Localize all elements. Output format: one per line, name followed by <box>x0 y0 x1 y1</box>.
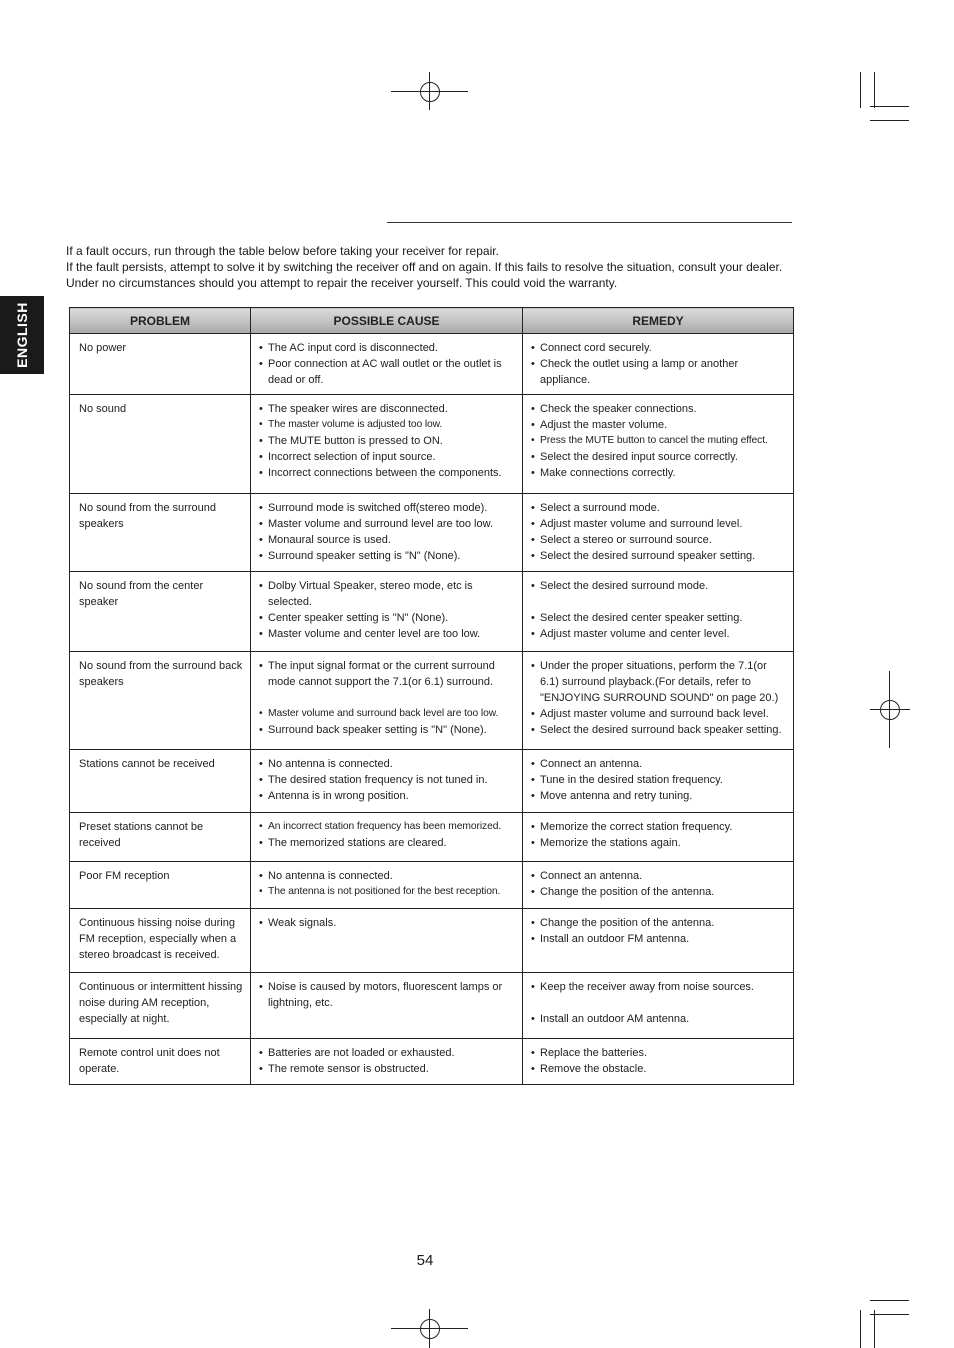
remedies-item: • Memorize the stations again. <box>531 835 787 851</box>
causes-list <box>259 756 516 804</box>
causes-item: • Batteries are not loaded or exhausted. <box>259 1045 516 1061</box>
remedies-item: • Select the desired input source correctly. <box>531 449 787 465</box>
causes-list <box>259 979 516 1011</box>
remedies-item: • Change the position of the antenna. <box>531 915 787 931</box>
remedy-cell <box>523 909 794 973</box>
causes-item: • Incorrect connections between the components. <box>259 465 516 481</box>
page-number: 54 <box>416 1252 434 1269</box>
causes-item: • Weak signals. <box>259 915 516 931</box>
problem-cell: No power <box>70 334 251 395</box>
table-row <box>70 862 794 909</box>
remedies-list <box>531 868 787 900</box>
language-tab <box>0 296 44 374</box>
problem-cell: No sound <box>70 395 251 494</box>
remedies-item: • Replace the batteries. <box>531 1045 787 1061</box>
causes-item: • Master volume and surround level are too low. <box>259 516 516 532</box>
cause-cell <box>251 750 523 813</box>
causes-item: • Dolby Virtual Speaker, stereo mode, etc is selected. <box>259 578 516 610</box>
causes-item: • Incorrect selection of input source. <box>259 449 516 465</box>
header-possible-cause: POSSIBLE CAUSE <box>251 308 523 334</box>
cause-cell <box>251 1039 523 1085</box>
remedies-item: • Connect an antenna. <box>531 868 787 884</box>
intro-text <box>66 243 796 291</box>
causes-item: • The remote sensor is obstructed. <box>259 1061 516 1077</box>
problem-cell: Continuous hissing noise during FM reception, especially when a stereo broadcast is received. <box>70 909 251 973</box>
table-row <box>70 909 794 973</box>
problem-cell: No sound from the center speaker <box>70 572 251 652</box>
causes-list <box>259 915 516 931</box>
remedies-item: • Adjust master volume and surround level. <box>531 516 787 532</box>
remedy-cell <box>523 395 794 494</box>
cause-cell <box>251 334 523 395</box>
table-row <box>70 652 794 750</box>
remedies-item: • Keep the receiver away from noise sources. <box>531 979 787 995</box>
causes-item: • The memorized stations are cleared. <box>259 835 516 851</box>
cause-cell <box>251 973 523 1039</box>
remedies-item: • Adjust master volume and surround back level. <box>531 706 787 722</box>
remedies-item: • Select the desired surround mode. <box>531 578 787 594</box>
remedies-list <box>531 756 787 804</box>
remedies-item: • Adjust master volume and center level. <box>531 626 787 642</box>
cause-cell <box>251 909 523 973</box>
table-row <box>70 973 794 1039</box>
troubleshooting-table <box>69 307 794 1085</box>
remedies-item: • Select the desired surround speaker setting. <box>531 548 787 564</box>
causes-item: • Master volume and center level are too low. <box>259 626 516 642</box>
remedies-item: • Select the desired surround back speaker setting. <box>531 722 787 738</box>
causes-item: • Surround mode is switched off(stereo mode). <box>259 500 516 516</box>
causes-item: • Surround speaker setting is "N" (None). <box>259 548 516 564</box>
problem-cell: No sound from the surround back speakers <box>70 652 251 750</box>
remedies-list <box>531 1045 787 1077</box>
remedies-list <box>531 915 787 947</box>
causes-item: • The master volume is adjusted too low. <box>259 417 516 433</box>
remedies-item: • Check the outlet using a lamp or another appliance. <box>531 356 787 388</box>
table-row <box>70 1039 794 1085</box>
table-row <box>70 334 794 395</box>
remedies-list <box>531 819 787 851</box>
causes-item: • Poor connection at AC wall outlet or the outlet is dead or off. <box>259 356 516 388</box>
causes-item: • No antenna is connected. <box>259 756 516 772</box>
problem-cell: No sound from the surround speakers <box>70 494 251 572</box>
intro-line-2: If the fault persists, attempt to solve it by switching the receiver off and on again. If this fails to resolve the situation, consult your dealer. Under no circumstances should you attempt to repair the receiver yourself. This could void the warranty. <box>66 260 783 290</box>
table-row <box>70 813 794 862</box>
header-remedy: REMEDY <box>523 308 794 334</box>
remedies-list <box>531 500 787 564</box>
causes-list <box>259 401 516 481</box>
causes-item: • The input signal format or the current surround mode cannot support the 7.1(or 6.1) surround. <box>259 658 516 690</box>
remedies-item: • Connect an antenna. <box>531 756 787 772</box>
table-row <box>70 494 794 572</box>
causes-item: • The AC input cord is disconnected. <box>259 340 516 356</box>
remedies-item: • Memorize the correct station frequency. <box>531 819 787 835</box>
table-row <box>70 750 794 813</box>
causes-list <box>259 819 516 851</box>
remedies-item: • Tune in the desired station frequency. <box>531 772 787 788</box>
table-header-row <box>70 308 794 334</box>
remedies-item: • Select the desired center speaker setting. <box>531 610 787 626</box>
cause-cell <box>251 395 523 494</box>
remedy-cell <box>523 973 794 1039</box>
remedy-cell <box>523 494 794 572</box>
remedies-item: • Under the proper situations, perform the 7.1(or 6.1) surround playback.(For details, refer to "ENJOYING SURROUND SOUND" on page 20.) <box>531 658 787 706</box>
remedies-item: • Adjust the master volume. <box>531 417 787 433</box>
causes-list <box>259 500 516 564</box>
cause-cell <box>251 813 523 862</box>
causes-item: • No antenna is connected. <box>259 868 516 884</box>
problem-cell: Continuous or intermittent hissing noise during AM reception, especially at night. <box>70 973 251 1039</box>
remedies-list <box>531 979 787 1027</box>
remedies-item: • Change the position of the antenna. <box>531 884 787 900</box>
remedy-cell <box>523 652 794 750</box>
cause-cell <box>251 862 523 909</box>
remedy-cell <box>523 750 794 813</box>
remedies-list <box>531 658 787 738</box>
header-problem: PROBLEM <box>70 308 251 334</box>
remedies-item <box>531 594 787 610</box>
causes-item: • Surround back speaker setting is "N" (None). <box>259 722 516 738</box>
remedy-cell <box>523 1039 794 1085</box>
causes-item: • Master volume and surround back level are too low. <box>259 706 516 722</box>
causes-item: • Antenna is in wrong position. <box>259 788 516 804</box>
causes-list <box>259 868 516 900</box>
remedy-cell <box>523 813 794 862</box>
remedy-cell <box>523 572 794 652</box>
remedies-item: • Install an outdoor AM antenna. <box>531 1011 787 1027</box>
remedies-item: • Press the MUTE button to cancel the muting effect. <box>531 433 787 449</box>
causes-item: • Center speaker setting is "N" (None). <box>259 610 516 626</box>
remedies-list <box>531 578 787 642</box>
causes-item: • Monaural source is used. <box>259 532 516 548</box>
remedies-item: • Install an outdoor FM antenna. <box>531 931 787 947</box>
causes-item <box>259 690 516 706</box>
causes-item: • Noise is caused by motors, fluorescent lamps or lightning, etc. <box>259 979 516 1011</box>
causes-list <box>259 658 516 738</box>
remedies-item: • Select a surround mode. <box>531 500 787 516</box>
causes-item: • The antenna is not positioned for the best reception. <box>259 884 516 900</box>
problem-cell: Stations cannot be received <box>70 750 251 813</box>
remedy-cell <box>523 862 794 909</box>
table-row <box>70 572 794 652</box>
remedies-list <box>531 340 787 388</box>
remedy-cell <box>523 334 794 395</box>
causes-item: • An incorrect station frequency has been memorized. <box>259 819 516 835</box>
cause-cell <box>251 652 523 750</box>
causes-list <box>259 340 516 388</box>
title-rule <box>387 222 792 223</box>
remedies-item: • Select a stereo or surround source. <box>531 532 787 548</box>
intro-line-1: If a fault occurs, run through the table below before taking your receiver for repair. <box>66 244 499 258</box>
causes-list <box>259 1045 516 1077</box>
problem-cell: Remote control unit does not operate. <box>70 1039 251 1085</box>
remedies-item: • Move antenna and retry tuning. <box>531 788 787 804</box>
causes-list <box>259 578 516 642</box>
cause-cell <box>251 572 523 652</box>
causes-item: • The desired station frequency is not tuned in. <box>259 772 516 788</box>
causes-item: • The MUTE button is pressed to ON. <box>259 433 516 449</box>
table-row <box>70 395 794 494</box>
causes-item: • The speaker wires are disconnected. <box>259 401 516 417</box>
language-tab-label: ENGLISH <box>14 302 30 368</box>
remedies-item: • Check the speaker connections. <box>531 401 787 417</box>
remedies-item: • Connect cord securely. <box>531 340 787 356</box>
remedies-item: • Make connections correctly. <box>531 465 787 481</box>
cause-cell <box>251 494 523 572</box>
problem-cell: Preset stations cannot be received <box>70 813 251 862</box>
remedies-item <box>531 995 787 1011</box>
remedies-item: • Remove the obstacle. <box>531 1061 787 1077</box>
problem-cell: Poor FM reception <box>70 862 251 909</box>
remedies-list <box>531 401 787 481</box>
